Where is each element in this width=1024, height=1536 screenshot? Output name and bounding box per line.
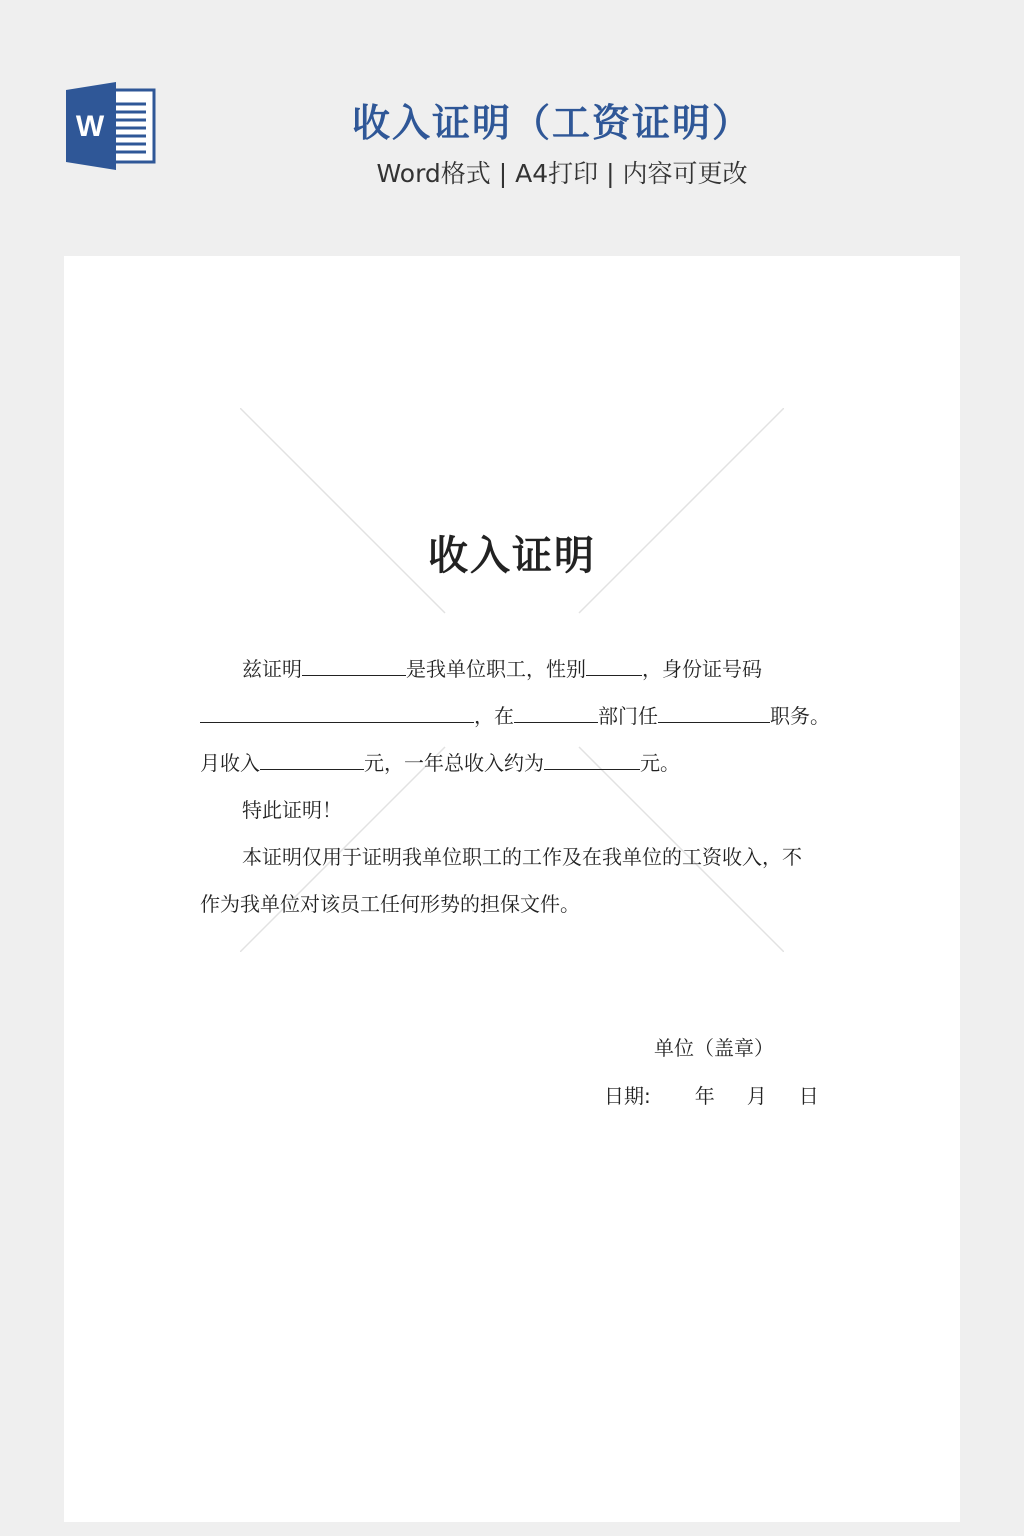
body-text: ，在 [474,704,514,728]
body-text: 兹证明 [242,657,302,681]
body-text: 元，一年总收入约为 [364,751,544,775]
body-text: 部门任 [598,704,658,728]
signature-date [604,1080,819,1109]
body-line-3 [200,740,826,787]
date-label: 日期: [604,1084,651,1108]
id-number-blank[interactable] [200,702,474,723]
monthly-income-blank[interactable] [260,749,364,770]
date-day: 日 [798,1084,819,1108]
body-line-6: 作为我单位对该员工任何形势的担保文件。 [200,892,580,916]
position-blank[interactable] [658,702,770,723]
body-text: 职务。 [770,704,830,728]
body-text: ，身份证号码 [642,657,762,681]
name-blank[interactable] [302,655,406,676]
page-title: 收入证明（工资证明） [351,101,752,145]
body-text: 是我单位职工，性别 [406,657,586,681]
body-line-1 [200,646,826,693]
body-text: 月收入 [200,751,260,775]
date-month: 月 [746,1084,767,1108]
annual-income-blank[interactable] [544,749,640,770]
body-line-4: 特此证明！ [242,798,342,822]
document-title: 收入证明 [428,533,596,579]
document-body [200,646,830,928]
signature-unit: 单位（盖章） [654,1036,774,1060]
body-line-5: 本证明仅用于证明我单位职工的工作及在我单位的工资收入，不 [242,845,802,869]
svg-text:W: W [75,110,105,143]
body-text: 元。 [640,751,680,775]
department-blank[interactable] [514,702,598,723]
body-line-2 [200,693,830,740]
gender-blank[interactable] [586,655,642,676]
date-year: 年 [694,1084,715,1108]
page-subtitle: Word格式 | A4打印 | 内容可更改 [376,159,748,188]
document-sheet [64,256,960,1522]
